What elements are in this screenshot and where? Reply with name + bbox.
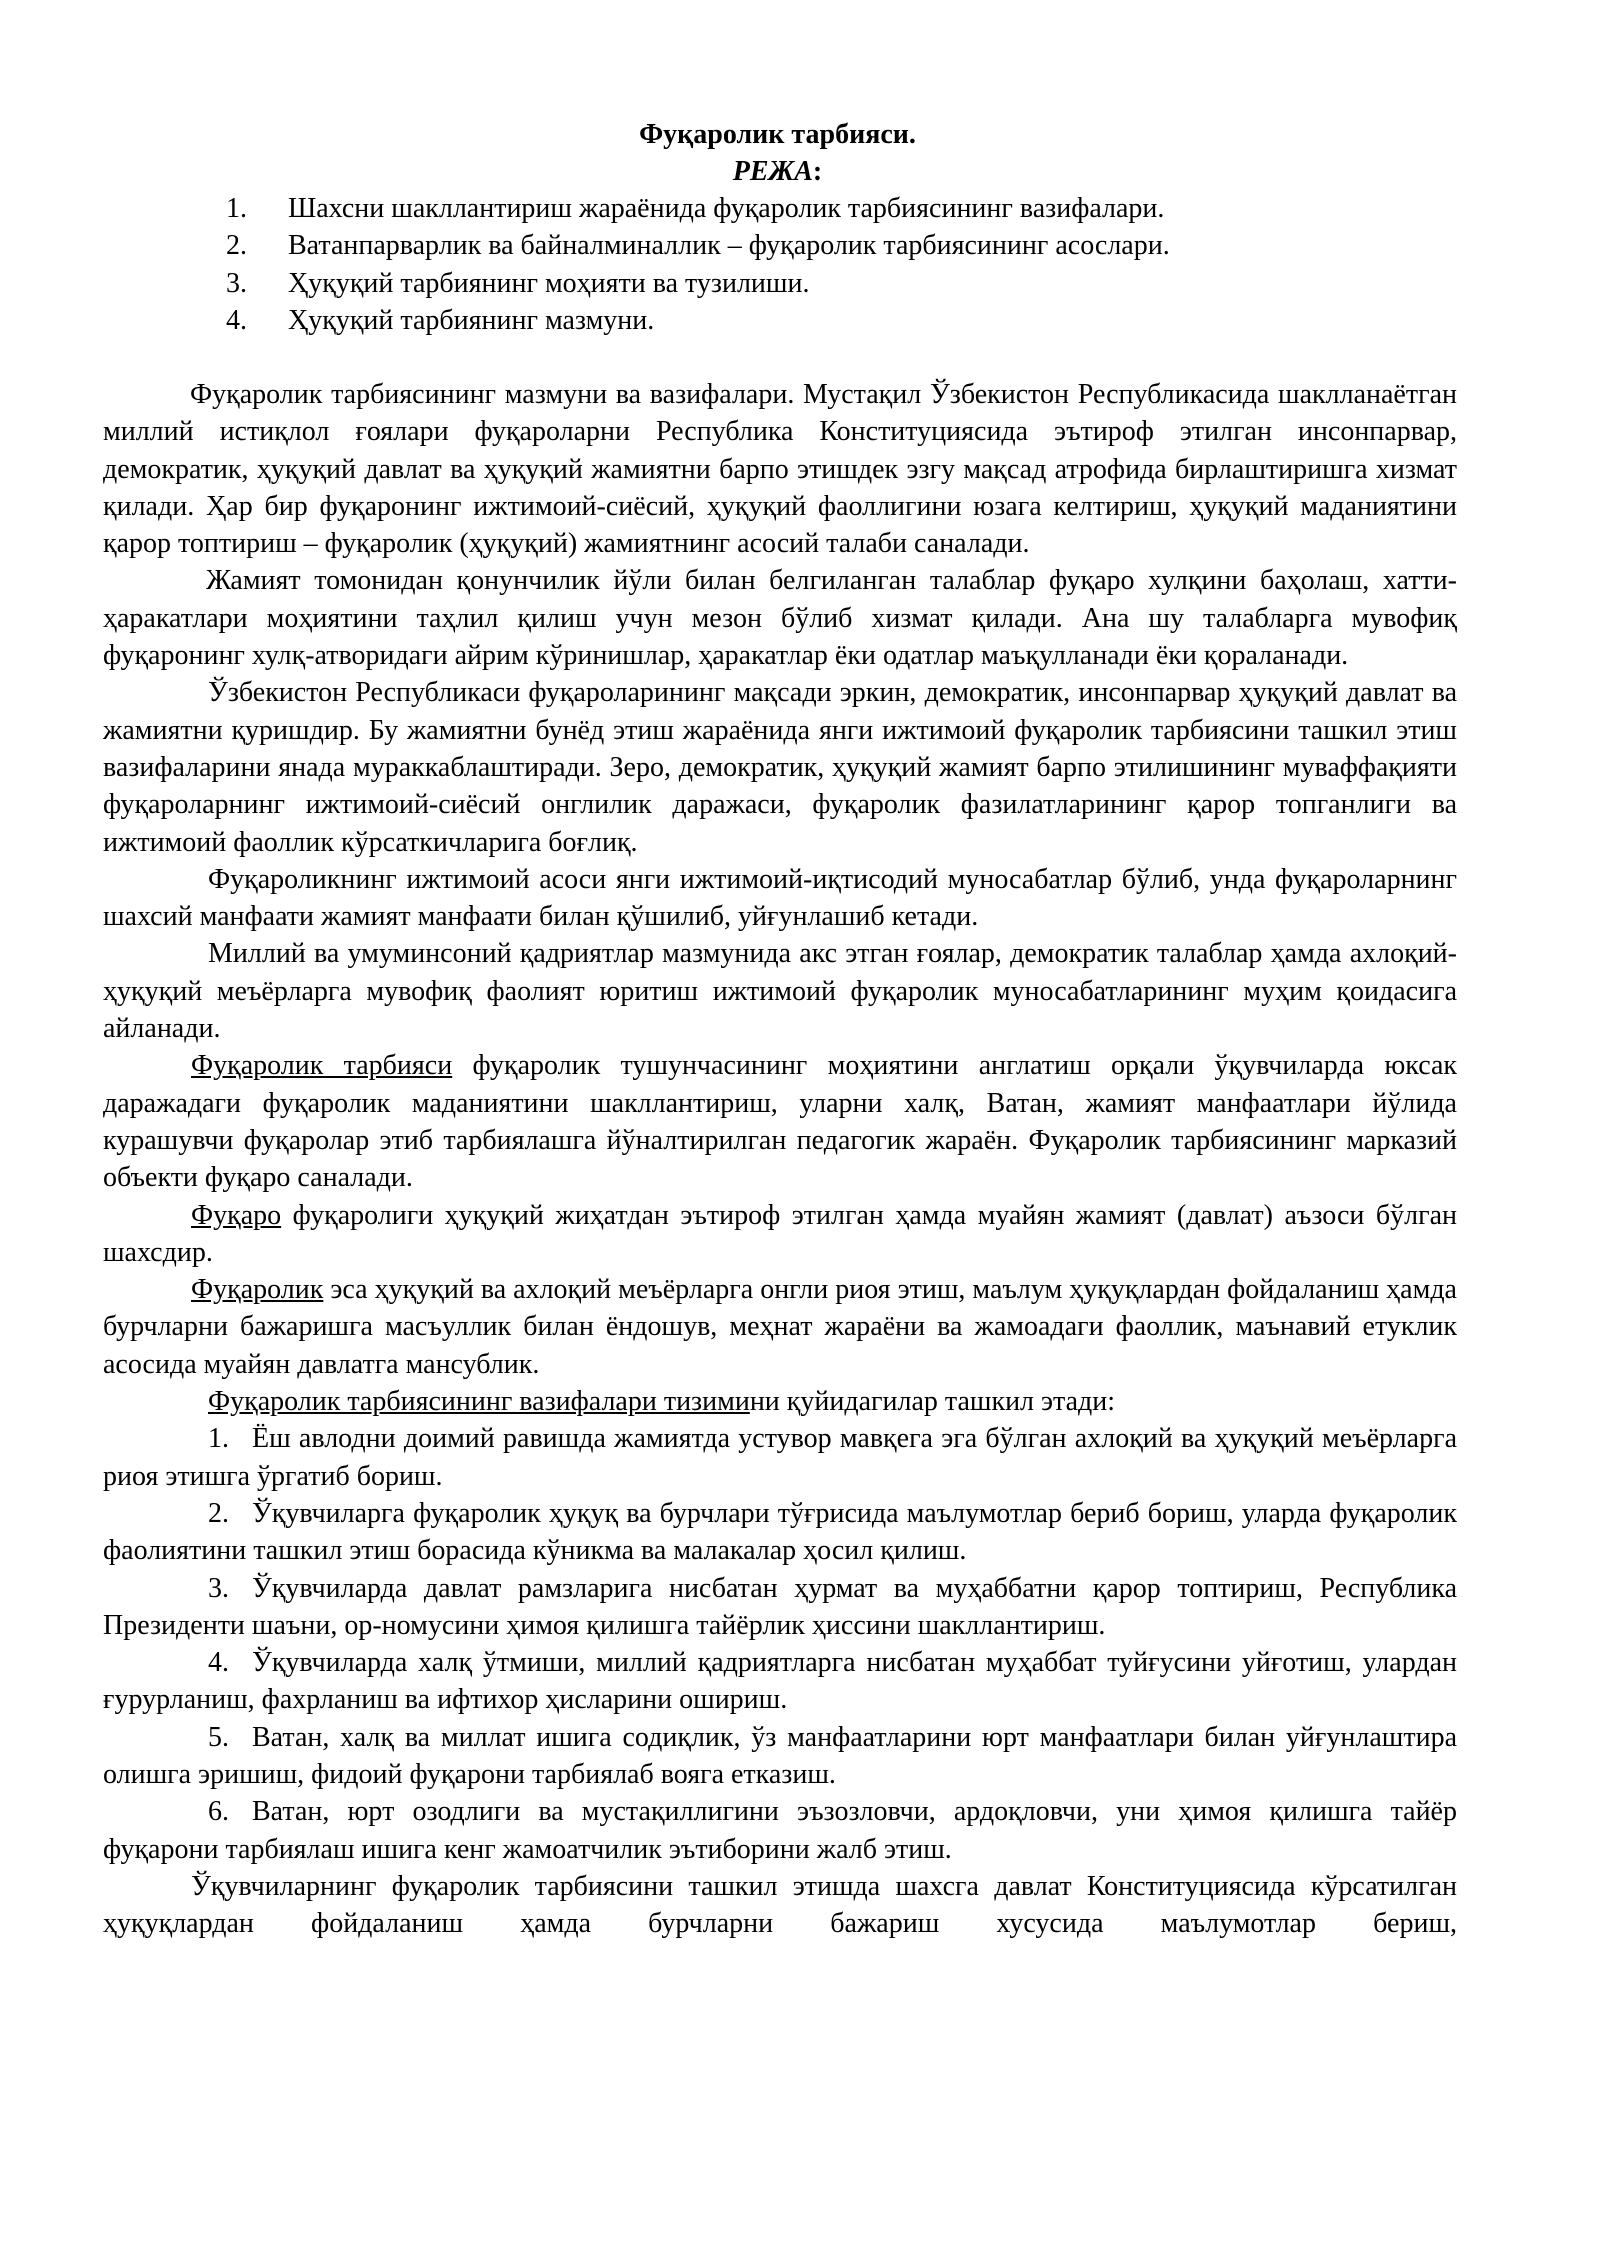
plan-item-text: Ҳуқуқий тарбиянинг мазмуни. — [288, 304, 655, 336]
definition-text: фуқаролиги ҳуқуқий жиҳатдан эътироф этилган ҳамда муайян жамият (давлат) аъзоси бўлган шахсдир. — [103, 1199, 1457, 1268]
plan-list — [220, 190, 1460, 339]
plan-item-text: Шахсни шакллантириш жараёнида фуқаролик тарбиясининг вазифалари. — [288, 193, 1165, 224]
defined-term: Фуқаро — [191, 1199, 282, 1231]
plan-heading — [0, 153, 1555, 190]
task-text: Ёш авлодни доимий равишда жамиятда устувор мавқега эга бўлган ахлоқий ва ҳуқуқий меъёрларга риоя этишга ўргатиб бориш. — [103, 1423, 1457, 1492]
plan-item — [220, 302, 1460, 339]
plan-heading-colon: : — [812, 156, 823, 187]
task-text: Ўқувчиларда давлат рамзларига нисбатан ҳурмат ва муҳаббатни қарор топтириш, Республика Президенти шаъни, ор-номусини ҳимоя қилишга тайёрлик ҳиссини шакллантириш. — [103, 1572, 1457, 1641]
task-item — [103, 1570, 1457, 1645]
plan-item-text: Ватанпарварлик ва байналминаллик – фуқаролик тарбиясининг асослари. — [288, 230, 1170, 262]
task-text: Ватан, юрт озодлиги ва мустақиллигини эъзозловчи, ардоқловчи, уни ҳимоя қилишга тайёр фуқарони тарбиялаш ишига кенг жамоатчилик эътиборини жалб этиш. — [103, 1796, 1457, 1865]
paragraph: Жамият томонидан қонунчилик йўли билан белгиланган талаблар фуқаро хулқини баҳолаш, хатти-ҳаракатлари моҳиятини таҳлил қилиш учун мезон бўлиб хизмат қилади. Ана шу талабларга мувофиқ фуқаронинг хулқ-атворидаги айрим кўринишлар, ҳаракатлар ёки одатлар маъқулланади ёки қораланади. — [103, 565, 1457, 672]
plan-item-number: 2. — [226, 230, 247, 262]
defined-term: Фуқаролик тарбияси — [191, 1050, 453, 1082]
plan-item — [220, 227, 1460, 264]
task-number: 4. — [208, 1647, 229, 1679]
task-number: 6. — [208, 1796, 229, 1828]
definition-paragraph — [103, 1047, 1457, 1196]
definition-text: эса ҳуқуқий ва ахлоқий меъёрларга онгли риоя этиш, маълум ҳуқуқлардан фойдаланиш ҳамда бурчларни бажаришга масъуллик билан ёндошув, меҳнат жараёни ва жамоадаги фаоллик, маънавий етуклик асосида муайян давлатга мансублик. — [103, 1274, 1457, 1380]
task-item — [103, 1420, 1457, 1495]
definition-paragraph — [103, 1271, 1457, 1383]
document-title: Фуқаролик тарбияси. — [639, 119, 916, 150]
defined-term: Фуқаролик тарбиясининг вазифалари тизими — [208, 1386, 750, 1418]
task-item — [103, 1644, 1457, 1719]
plan-item-number: 1. — [226, 193, 247, 224]
paragraph: Фуқароликнинг ижтимоий асоси янги ижтимоий-иқтисодий муносабатлар бўлиб, унда фуқароларнинг шахсий манфаати жамият манфаати билан қўшилиб, уйғунлашиб кетади. — [103, 863, 1457, 933]
task-number: 5. — [208, 1721, 229, 1753]
plan-item-number: 3. — [226, 267, 247, 299]
document-body — [103, 376, 1457, 1942]
closing-paragraph: Ўқувчиларнинг фуқаролик тарбиясини ташкил этишда шахсга давлат Конституциясида кўрсатилган ҳуқуқлардан фойдаланиш ҳамда бурчларни бажариш хусусида маълумотлар бериш, — [103, 1870, 1457, 1940]
task-number: 2. — [208, 1497, 229, 1529]
plan-item-text: Ҳуқуқий тарбиянинг моҳияти ва тузилиши. — [288, 267, 810, 299]
plan-heading-label: РЕЖА — [732, 156, 813, 187]
defined-term: Фуқаролик — [191, 1274, 324, 1306]
task-text: Ўқувчиларда халқ ўтмиши, миллий қадриятларга нисбатан муҳаббат туйғусини уйғотиш, улардан ғурурланиш, фахрланиш ва ифтихор ҳисларини ошириш. — [103, 1647, 1457, 1716]
definition-paragraph — [103, 1197, 1457, 1272]
definition-text: ни қуйидагилар ташкил этади: — [749, 1386, 1116, 1418]
paragraph: Фуқаролик тарбиясининг мазмуни ва вазифалари. Мустақил Ўзбекистон Республикасида шаклланаётган миллий истиқлол ғоялари фуқароларни Республика Конституциясида эътироф этилган инсонпарвар, демократик, ҳуқуқий давлат ва ҳуқуқий жамиятни барпо этишдек эзгу мақсад атрофида бирлаштиришга хизмат қилади. Ҳар бир фуқаронинг ижтимоий-сиёсий, ҳуқуқий фаоллигини юзага келтириш, ҳуқуқий маданиятини қарор топтириш – фуқаролик (ҳуқуқий) жамиятнинг асосий талаби саналади. — [103, 379, 1457, 560]
paragraph: Ўзбекистон Республикаси фуқароларининг мақсади эркин, демократик, инсонпарвар ҳуқуқий давлат ва жамиятни қуришдир. Бу жамиятни бунёд этиш жараёнида янги ижтимоий фуқаролик тарбиясини ташкил этиш вазифаларини янада мураккаблаштиради. Зеро, демократик, ҳуқуқий жамият барпо этилишининг муваффақияти фуқароларнинг ижтимоий-сиёсий онглилик даражаси, фуқаролик фазилатларининг қарор топганлиги ва ижтимоий фаоллик кўрсаткичларига боғлиқ. — [103, 677, 1457, 858]
tasks-intro-paragraph — [103, 1383, 1457, 1420]
task-number: 3. — [208, 1572, 229, 1604]
task-text: Ўқувчиларга фуқаролик ҳуқуқ ва бурчлари тўғрисида маълумотлар бериб бориш, уларда фуқаролик фаолиятини ташкил этиш борасида кўникма ва малакалар ҳосил қилиш. — [103, 1497, 1457, 1567]
task-item — [103, 1719, 1457, 1794]
definition-text: фуқаролик тушунчасининг моҳиятини англатиш орқали ўқувчиларда юксак даражадаги фуқаролик маданиятини шакллантириш, уларни халқ, Ватан, жамият манфаатлари йўлида курашувчи фуқаролар этиб тарбиялашга йўналтирилган педагогик жараён. Фуқаролик тарбиясининг марказий объекти фуқаро саналади. — [103, 1050, 1458, 1194]
plan-item — [220, 190, 1460, 227]
task-item — [103, 1495, 1457, 1570]
plan-item-number: 4. — [226, 304, 247, 336]
task-number: 1. — [208, 1423, 229, 1455]
plan-item — [220, 265, 1460, 302]
task-item — [103, 1793, 1457, 1868]
paragraph: Миллий ва умуминсоний қадриятлар мазмунида акс этган ғоялар, демократик талаблар ҳамда ахлоқий-ҳуқуқий меъёрларга мувофиқ фаолият юритиш ижтимоий фуқаролик муносабатларининг муҳим қоидасига айланади. — [103, 938, 1457, 1045]
task-text: Ватан, халқ ва миллат ишига содиқлик, ўз манфаатларини юрт манфаатлари билан уйғунлаштира олишга эришиш, фидоий фуқарони тарбиялаб вояга етказиш. — [103, 1721, 1457, 1790]
